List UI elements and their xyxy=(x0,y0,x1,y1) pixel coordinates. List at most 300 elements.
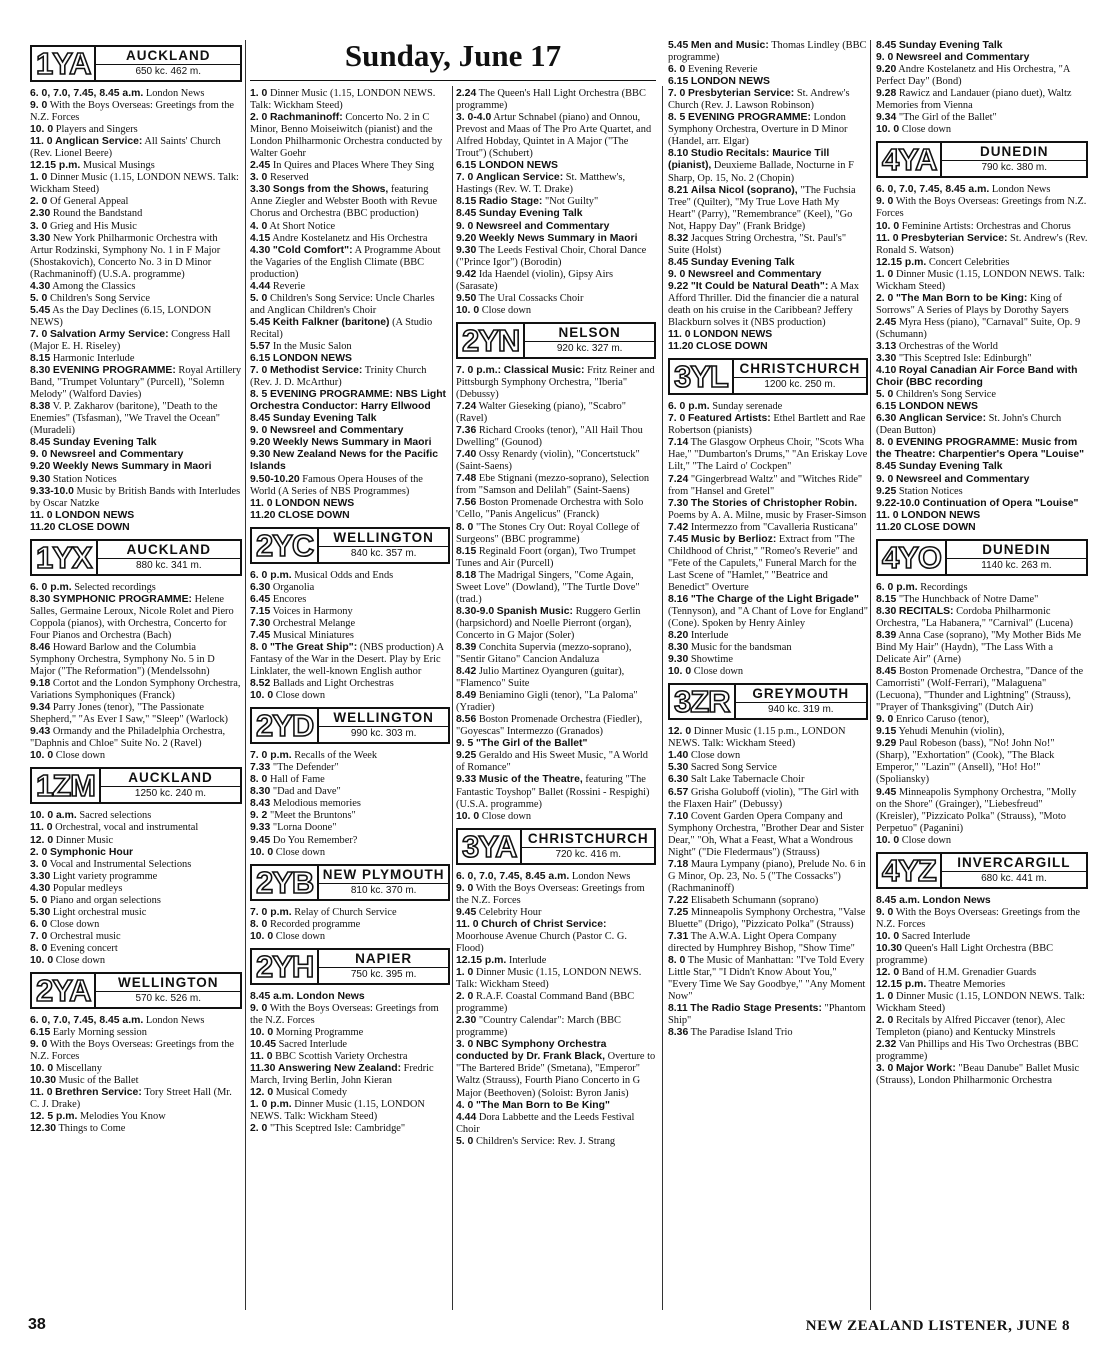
programme-time: 10. 0 xyxy=(456,810,480,822)
programme-time: 2. 0 xyxy=(30,196,48,208)
programme-time: 10. 0 xyxy=(250,690,274,702)
programme-description: Dinner Music (1.15, LONDON NEWS. Talk: Wickham Steed) xyxy=(876,268,1085,292)
station-call-sign: 4YA xyxy=(878,143,942,176)
programme-entry xyxy=(250,1099,450,1123)
programme-time: 7.24 xyxy=(456,401,477,413)
programme-entry xyxy=(250,233,450,245)
programme-entry xyxy=(668,148,868,184)
programme-time: 4.30 xyxy=(250,244,271,256)
programme-heading: "It Could be Natural Death": xyxy=(690,280,829,292)
page-title: Sunday, June 17 xyxy=(344,38,562,73)
programme-entry xyxy=(30,136,242,160)
programme-entry xyxy=(876,967,1088,979)
programme-entry xyxy=(876,474,1088,486)
programme-entry xyxy=(30,883,242,895)
programme-time: 11.20 xyxy=(668,341,694,353)
programme-entry xyxy=(250,172,450,184)
programme-entry xyxy=(30,919,242,931)
programme-entry xyxy=(30,486,242,510)
programme-description: Recitals by Alfred Piccaver (tenor), Alec Templeton (piano) and Kentucky Minstrels xyxy=(876,1015,1066,1039)
programme-entry xyxy=(876,269,1088,293)
programme-time: 11. 0 xyxy=(250,1051,273,1062)
station-call-sign: 4YZ xyxy=(878,854,942,887)
programme-entry xyxy=(668,895,868,907)
programme-time: 9. 2 xyxy=(250,810,268,822)
programme-time: 9.28 xyxy=(876,88,897,100)
programme-time: 10. 0 xyxy=(876,220,900,232)
programme-time: 11.20 xyxy=(876,521,902,533)
programme-description: With the Boys Overseas: Greetings from the N.Z. Forces xyxy=(456,882,645,906)
programme-description: Selected recordings xyxy=(74,581,156,593)
programme-heading: LONDON NEWS xyxy=(478,160,558,172)
programme-entry xyxy=(876,221,1088,233)
programme-description: Ossy Renardy (violin), "Concertstuck" (Saint-Saens) xyxy=(456,449,640,473)
programme-time: 4.44 xyxy=(250,280,271,292)
programme-time: 6. 0, 7.0, 7.45, 8.45 a.m. xyxy=(456,870,570,882)
programme-time: 10. 0 xyxy=(30,955,54,966)
programme-description: The Paradise Island Trio xyxy=(690,1027,793,1039)
programme-entry xyxy=(668,762,868,774)
programme-entry xyxy=(250,365,450,389)
programme-time: 7.10 xyxy=(668,810,689,822)
programme-time: 5. 0 xyxy=(876,389,894,401)
programme-time: 9.34 xyxy=(30,702,51,714)
programme-entry xyxy=(250,88,450,112)
programme-description: London News xyxy=(145,88,205,99)
programme-description: Reverie xyxy=(272,280,306,292)
programme-time: 10.30 xyxy=(876,942,903,954)
programme-time: 2.30 xyxy=(456,1015,477,1027)
programme-description: Grieg and His Music xyxy=(49,220,137,232)
programme-description: Boston Promenade Orchestra (Fiedler), "Goyescas" Intermezzo (Granados) xyxy=(456,714,643,738)
station-frequency: 1250 kc. 240 m. xyxy=(134,788,207,800)
programme-heading: Presbyterian Service: xyxy=(901,232,1008,244)
programme-entry xyxy=(250,184,450,220)
programme-description: Dinner Music (1.15, LONDON NEWS. Talk: Wickham Steed) xyxy=(250,1099,425,1123)
programme-entry xyxy=(456,1112,656,1136)
programme-description: A Programme About the Vagaries of the English Climate (BBC production) xyxy=(250,244,441,280)
programme-time: 8. 0 xyxy=(250,641,268,653)
programme-time: 8.45 xyxy=(456,208,477,220)
programme-time: 2. 0 xyxy=(250,112,268,124)
programme-time: 7. 0 p.m. xyxy=(250,906,292,918)
programme-heading: Methodist Service: xyxy=(269,365,363,377)
programme-time: 9.43 xyxy=(30,726,51,738)
programme-time: 6. 0 p.m. xyxy=(250,569,292,581)
programme-entry xyxy=(30,642,242,678)
programme-entry xyxy=(876,124,1088,136)
station-city: GREYMOUTH xyxy=(736,686,866,703)
programme-time: 7.30 xyxy=(668,497,689,509)
programme-heading: "The Girl of the Ballet" xyxy=(475,738,588,750)
programme-description: A Max Afford Thriller. Did the financier die a natural death on his cruise in the Caribbean? Jeffery Blackburn solves it (NBS production) xyxy=(668,280,860,329)
station-header xyxy=(876,852,1088,889)
programme-description: Harmonic Interlude xyxy=(52,353,135,365)
programme-time: 11. 0 xyxy=(30,822,53,834)
programme-description: Covent Garden Opera Company and Symphony Orchestra, "Brother Dear and Sister Dear," "Oh, What a Feast, What a Wondrous Night" ("Die Fledermaus") (Strauss) xyxy=(668,810,864,858)
programme-time: 5. 0 xyxy=(30,894,48,906)
programme-description: London Symphony Orchestra, Overture in D Minor (Handel, arr. Elgar) xyxy=(668,112,848,148)
programme-entry xyxy=(456,1100,656,1112)
station-frequency: 750 kc. 395 m. xyxy=(350,968,417,980)
programme-heading: Studio Recitals: Maurice Till (pianist), xyxy=(668,148,830,172)
station-call-sign: 3YL xyxy=(670,360,734,393)
programme-entry xyxy=(876,401,1088,413)
programme-entry xyxy=(456,1136,656,1148)
station-call-sign: 1ZM xyxy=(32,769,101,802)
programme-time: 6.30 xyxy=(876,413,897,425)
programme-entry xyxy=(250,618,450,630)
programme-time: 10. 0 xyxy=(456,304,480,316)
programme-time: 8. 5 xyxy=(668,112,686,124)
programme-entry xyxy=(876,437,1088,461)
programme-time: 8.21 xyxy=(668,184,689,196)
programme-description: Miscellany xyxy=(55,1063,102,1075)
programme-time: 7.48 xyxy=(456,473,477,485)
programme-entry xyxy=(250,449,450,473)
programme-entry xyxy=(668,726,868,750)
programme-time: 7. 0 xyxy=(250,365,268,377)
programme-description: Extract from "The Childhood of Christ," "Romeo's Reverie" and "Fete of the Capulets," Funeral March for the Last Scene of "Hamlet," "Beatrice and Benedict" Overture xyxy=(668,533,858,593)
station-info xyxy=(96,974,240,1007)
programme-description: Walter Gieseking (piano), "Scabro" (Ravel) xyxy=(456,401,626,425)
programme-time: 2.45 xyxy=(250,160,271,172)
programme-description: Close down xyxy=(55,955,106,966)
programme-heading: Newsreel and Commentary xyxy=(475,220,610,232)
programme-time: 11. 0 xyxy=(876,232,899,244)
programme-description: "The Girl of the Ballet" xyxy=(898,112,997,124)
programme-entry xyxy=(668,750,868,762)
programme-time: 10. 0 xyxy=(30,750,54,762)
programme-time: 9.33 xyxy=(250,822,271,834)
programme-entry xyxy=(30,437,242,449)
programme-time: 8.38 xyxy=(30,401,51,413)
programme-description: Minneapolis Symphony Orchestra, "Molly on the Shore" (Grainger), "Liebesfreud" (Kreisler), "Pizzicato Polka" (Strauss), "Moto Perpetuo" (Paganini) xyxy=(876,786,1077,834)
programme-description: "Beau Danube" Ballet Music (Strauss), London Philharmonic Orchestra xyxy=(876,1063,1080,1087)
programme-entry xyxy=(30,955,242,967)
programme-time: 10. 0 xyxy=(30,124,54,136)
programme-entry xyxy=(668,112,868,148)
programme-description: Close down xyxy=(693,666,744,678)
station-call-sign: 1YX xyxy=(32,541,98,574)
programme-entry xyxy=(456,1015,656,1039)
programme-heading: The Stories of Christopher Robin. xyxy=(690,497,858,509)
programme-time: 1. 0 xyxy=(456,967,474,979)
programme-entry xyxy=(668,630,868,642)
programme-description: Close down xyxy=(481,810,532,822)
programme-time: 8.45 xyxy=(30,437,51,449)
programme-entry xyxy=(456,606,656,642)
station-call-sign: 3ZR xyxy=(670,685,736,718)
programme-heading: Church of Christ Service: xyxy=(481,918,607,930)
programme-time: 8.39 xyxy=(456,641,477,653)
programme-time: 9.20 xyxy=(456,232,477,244)
programme-time: 7. 0 p.m.: xyxy=(456,364,502,376)
programme-heading: "The Man Born to Be King" xyxy=(475,1099,610,1111)
programme-entry xyxy=(456,774,656,810)
programme-time: 5. 0 xyxy=(250,292,268,304)
programme-description: The Madrigal Singers, "Come Again, Sweet Love" (Dowland), "The Turtle Dove" (trad.) xyxy=(456,569,640,605)
programme-entry xyxy=(456,1039,656,1099)
programme-time: 9.20 xyxy=(250,437,271,449)
programme-time: 8. 0 xyxy=(456,521,474,533)
programme-heading: Classical Music: xyxy=(503,364,585,376)
column-4 xyxy=(668,40,868,1040)
programme-time: 8.32 xyxy=(668,232,689,244)
programme-entry xyxy=(30,895,242,907)
programme-time: 10. 0 xyxy=(250,846,274,858)
programme-time: 7.45 xyxy=(250,629,271,641)
programme-description: Close down xyxy=(49,918,100,930)
programme-description: R.A.F. Coastal Command Band (BBC programme) xyxy=(456,991,635,1015)
programme-description: Feminine Artists: Orchestras and Chorus xyxy=(901,220,1071,232)
programme-entry xyxy=(876,895,1088,907)
programme-time: 4.10 xyxy=(876,365,897,377)
column-2 xyxy=(250,88,450,1135)
programme-entry xyxy=(876,991,1088,1015)
programme-description: St. Andrew's (Rev. Ronald S. Watson) xyxy=(876,232,1088,256)
programme-entry xyxy=(250,786,450,798)
programme-entry xyxy=(30,1027,242,1039)
programme-entry xyxy=(250,413,450,425)
programme-description: Queen's Hall Light Orchestra (BBC programme) xyxy=(876,942,1054,966)
programme-entry xyxy=(668,787,868,811)
programme-entry xyxy=(668,281,868,329)
programme-description: Overture to "The Bartered Bride" (Smetana), "Emperor" Waltz (Strauss), Fourth Piano Concerto in G Major (Beethoven) (Soloist: Byron Janis) xyxy=(456,1051,656,1099)
programme-description: (NBS production) A Fantasy of the War in the Desert. Play by Eric Linklater, the well-known English author xyxy=(250,641,444,678)
programme-time: 11. 0 xyxy=(456,918,479,930)
programme-heading: Newsreel and Commentary xyxy=(269,425,404,437)
programme-entry xyxy=(668,534,868,594)
station-info xyxy=(734,360,866,393)
programme-time: 6.15 xyxy=(30,1027,51,1039)
programme-time: 4.30 xyxy=(30,882,51,894)
programme-entry xyxy=(456,714,656,738)
programme-entry xyxy=(30,281,242,293)
station-frequency: 990 kc. 303 m. xyxy=(350,728,417,740)
programme-description: Cortot and the London Symphony Orchestra, Variations Symphoniques (Franck) xyxy=(30,678,241,702)
programme-time: 8.45 a.m. xyxy=(250,990,294,1002)
programme-entry xyxy=(456,473,656,497)
programme-entry xyxy=(30,1039,242,1063)
programme-entry xyxy=(456,112,656,160)
programme-time: 8. 0 xyxy=(876,437,894,449)
programme-entry xyxy=(668,522,868,534)
programme-time: 3. 0 xyxy=(456,1039,474,1051)
programme-time: 8.30 xyxy=(250,786,271,798)
station-info xyxy=(942,854,1086,887)
programme-time: 6.45 xyxy=(250,593,271,605)
programme-description: Round the Bandstand xyxy=(52,208,143,220)
station-frequency: 840 kc. 357 m. xyxy=(350,547,417,559)
programme-entry xyxy=(876,931,1088,943)
programme-entry xyxy=(456,546,656,570)
programme-entry xyxy=(456,196,656,208)
programme-heading: London News xyxy=(922,894,991,906)
programme-description: Recordings xyxy=(920,581,968,593)
programme-entry xyxy=(876,184,1088,196)
programme-time: 6.15 xyxy=(456,160,477,172)
programme-description: Andre Kostelanetz and His Orchestra, "A Perfect Day" (Bond) xyxy=(876,64,1070,88)
programme-description: BBC Scottish Variety Orchestra xyxy=(275,1051,408,1062)
programme-time: 6. 0 p.m. xyxy=(668,401,710,413)
programme-description: Celebrity Hour xyxy=(478,906,542,918)
programme-entry xyxy=(876,196,1088,220)
programme-entry xyxy=(30,582,242,594)
programme-description: Thomas Lindley (BBC programme) xyxy=(668,40,867,64)
programme-description: Famous Opera Houses of the World (A Series of NBS Programmes) xyxy=(250,473,423,497)
programme-time: 6. 0, 7.0, 7.45, 8.45 a.m. xyxy=(30,1015,144,1027)
programme-entry xyxy=(876,1015,1088,1039)
programme-time: 8. 0 xyxy=(250,774,268,786)
programme-entry xyxy=(668,437,868,473)
station-frequency: 920 kc. 327 m. xyxy=(556,342,623,354)
programme-description: At Short Notice xyxy=(269,220,336,232)
station-info xyxy=(942,143,1086,176)
programme-heading: Weekly News Summary in Maori xyxy=(272,437,432,449)
column-3 xyxy=(456,88,656,1148)
programme-time: 8. 5 xyxy=(250,389,268,401)
programme-entry xyxy=(456,449,656,473)
programme-entry xyxy=(30,702,242,726)
programme-time: 12.15 p.m. xyxy=(456,955,507,966)
programme-description: Musical Comedy xyxy=(275,1087,348,1099)
programme-entry xyxy=(30,329,242,353)
programme-description: Beniamino Gigli (tenor), "La Paloma" (Yradier) xyxy=(456,690,638,714)
programme-time: 8.42 xyxy=(456,666,477,678)
programme-time: 8.30-9.0 xyxy=(456,605,495,617)
programme-entry xyxy=(876,726,1088,738)
station-header xyxy=(250,707,450,744)
programme-time: 9. 0 xyxy=(456,882,474,894)
programme-entry xyxy=(250,570,450,582)
programme-entry xyxy=(250,498,450,510)
programme-description: Concerto No. 2 in C Minor, Benno Moiseiwitch (pianist) and the London Philharmonic Orchestra conducted by Walter Goehr xyxy=(250,112,443,160)
station-frequency: 570 kc. 526 m. xyxy=(135,993,202,1005)
programme-description: Fritz Reiner and Pittsburgh Symphony Orchestra, "Iberia" (Debussy) xyxy=(456,364,655,400)
programme-entry xyxy=(250,293,450,317)
programme-heading: Brethren Service: xyxy=(55,1087,142,1099)
footer: NEW ZEALAND LISTENER, JUNE 8 xyxy=(805,1318,1070,1334)
programme-description: St. Andrew's Church (Rev. J. Lawson Robinson) xyxy=(668,88,850,112)
programme-description: Royal Artillery Band, "Trumpet Voluntary" (Purcell), "Solemn Melody" (Walford Davies) xyxy=(30,365,242,401)
programme-description: Cordoba Philharmonic Orchestra, "La Habanera," "Carnival" (Lucena) xyxy=(876,605,1073,629)
station-header xyxy=(876,141,1088,178)
programme-time: 7.33 xyxy=(250,762,271,774)
programme-entry xyxy=(456,233,656,245)
programme-time: 8.30 xyxy=(668,642,689,654)
programme-entry xyxy=(30,510,242,522)
programme-time: 9. 0 xyxy=(876,714,894,726)
station-info xyxy=(96,47,240,80)
programme-time: 3.30 xyxy=(250,184,271,196)
programme-description: Relay of Church Service xyxy=(294,906,397,918)
programme-heading: CLOSE DOWN xyxy=(58,521,130,533)
programme-description: Early Morning session xyxy=(52,1027,147,1039)
programme-entry xyxy=(30,871,242,883)
programme-time: 8.10 xyxy=(668,148,689,160)
programme-description: Julio Martinez Oyanguren (guitar), "Flamenco" Suite xyxy=(456,666,625,690)
programme-time: 9.22 xyxy=(668,280,689,292)
programme-description: In the Music Salon xyxy=(272,340,352,352)
programme-entry xyxy=(250,1003,450,1027)
station-city: NELSON xyxy=(525,325,654,342)
programme-description: (A Studio Recital) xyxy=(250,316,433,340)
programme-time: 10. 0 xyxy=(30,1063,54,1075)
programme-time: 8.49 xyxy=(456,690,477,702)
programme-description: Enrico Caruso (tenor), xyxy=(895,714,990,726)
programme-entry xyxy=(250,594,450,606)
programme-description: Orchestral Melange xyxy=(272,617,356,629)
programme-description: Close down xyxy=(901,124,952,136)
programme-description: Orchestral, vocal and instrumental xyxy=(55,822,199,834)
programme-time: 8.43 xyxy=(250,798,271,810)
programme-description: Howard Barlow and the Columbia Symphony Orchestra, Symphony No. 5 in D Major ("The Reformation") (Mendelssohn) xyxy=(30,641,215,678)
programme-time: 8.45 xyxy=(876,461,897,473)
programme-time: 3. 0 xyxy=(30,858,48,870)
programme-time: 8.45 xyxy=(876,40,897,51)
programme-time: 7.56 xyxy=(456,497,477,509)
programme-description: Showtime xyxy=(690,654,733,666)
programme-description: Andre Kostelanetz and His Orchestra xyxy=(272,232,428,244)
programme-entry xyxy=(250,160,450,172)
programme-entry xyxy=(668,642,868,654)
programme-description: Recorded programme xyxy=(269,918,361,930)
programme-entry xyxy=(250,606,450,618)
programme-description: Close down xyxy=(901,834,952,846)
programme-time: 8.18 xyxy=(456,569,477,581)
programme-description: Children's Song Service: Uncle Charles and Anglican Children's Choir xyxy=(250,292,435,316)
programme-entry xyxy=(456,738,656,750)
programme-entry xyxy=(456,88,656,112)
station-city: AUCKLAND xyxy=(101,770,240,787)
programme-time: 7.25 xyxy=(668,907,689,918)
programme-description: Close down xyxy=(690,750,741,762)
programme-description: Intermezzo from "Cavalleria Rusticana" xyxy=(690,521,858,533)
programme-heading: Sunday Evening Talk xyxy=(272,413,377,425)
programme-description: Vocal and Instrumental Selections xyxy=(49,858,192,870)
station-header xyxy=(456,828,656,865)
programme-entry xyxy=(668,233,868,257)
programme-description: Ballads and Light Orchestras xyxy=(272,678,394,690)
station-city: AUCKLAND xyxy=(98,542,240,559)
programme-entry xyxy=(250,847,450,859)
programme-heading: Newsreel and Commentary xyxy=(49,449,184,461)
programme-entry xyxy=(876,353,1088,365)
station-info xyxy=(98,541,240,574)
programme-entry xyxy=(250,437,450,449)
programme-entry xyxy=(876,582,1088,594)
programme-time: 1. 0 p.m. xyxy=(250,1099,292,1111)
station-call-sign: 2YH xyxy=(252,950,319,983)
programme-time: 8. 0 xyxy=(668,955,686,967)
programme-description: The A.W.A. Light Opera Company directed by Humphrey Bishop, "Show Time" xyxy=(668,931,855,955)
programme-description: Boston Promenade Orchestra, "Dance of the Camorristi" (Wolf-Ferrari), "Malaguena" (Lecuona), "Thunder and Lightning" (Strauss), "Prayer of Thanksgiving" (Dutch Air) xyxy=(876,666,1084,714)
column-divider xyxy=(452,86,453,1310)
programme-time: 8.30 xyxy=(30,593,51,605)
programme-entry xyxy=(456,221,656,233)
programme-entry xyxy=(876,510,1088,522)
programme-entry xyxy=(668,931,868,955)
column-1 xyxy=(30,40,242,1136)
programme-entry xyxy=(456,522,656,546)
programme-heading: LONDON NEWS xyxy=(901,509,981,521)
programme-entry xyxy=(668,413,868,437)
programme-description: Geraldo and His Sweet Music, "A World of Romance" xyxy=(456,750,648,774)
programme-entry xyxy=(250,835,450,847)
programme-time: 8.52 xyxy=(250,678,271,690)
programme-time: 6.15 xyxy=(250,353,271,365)
